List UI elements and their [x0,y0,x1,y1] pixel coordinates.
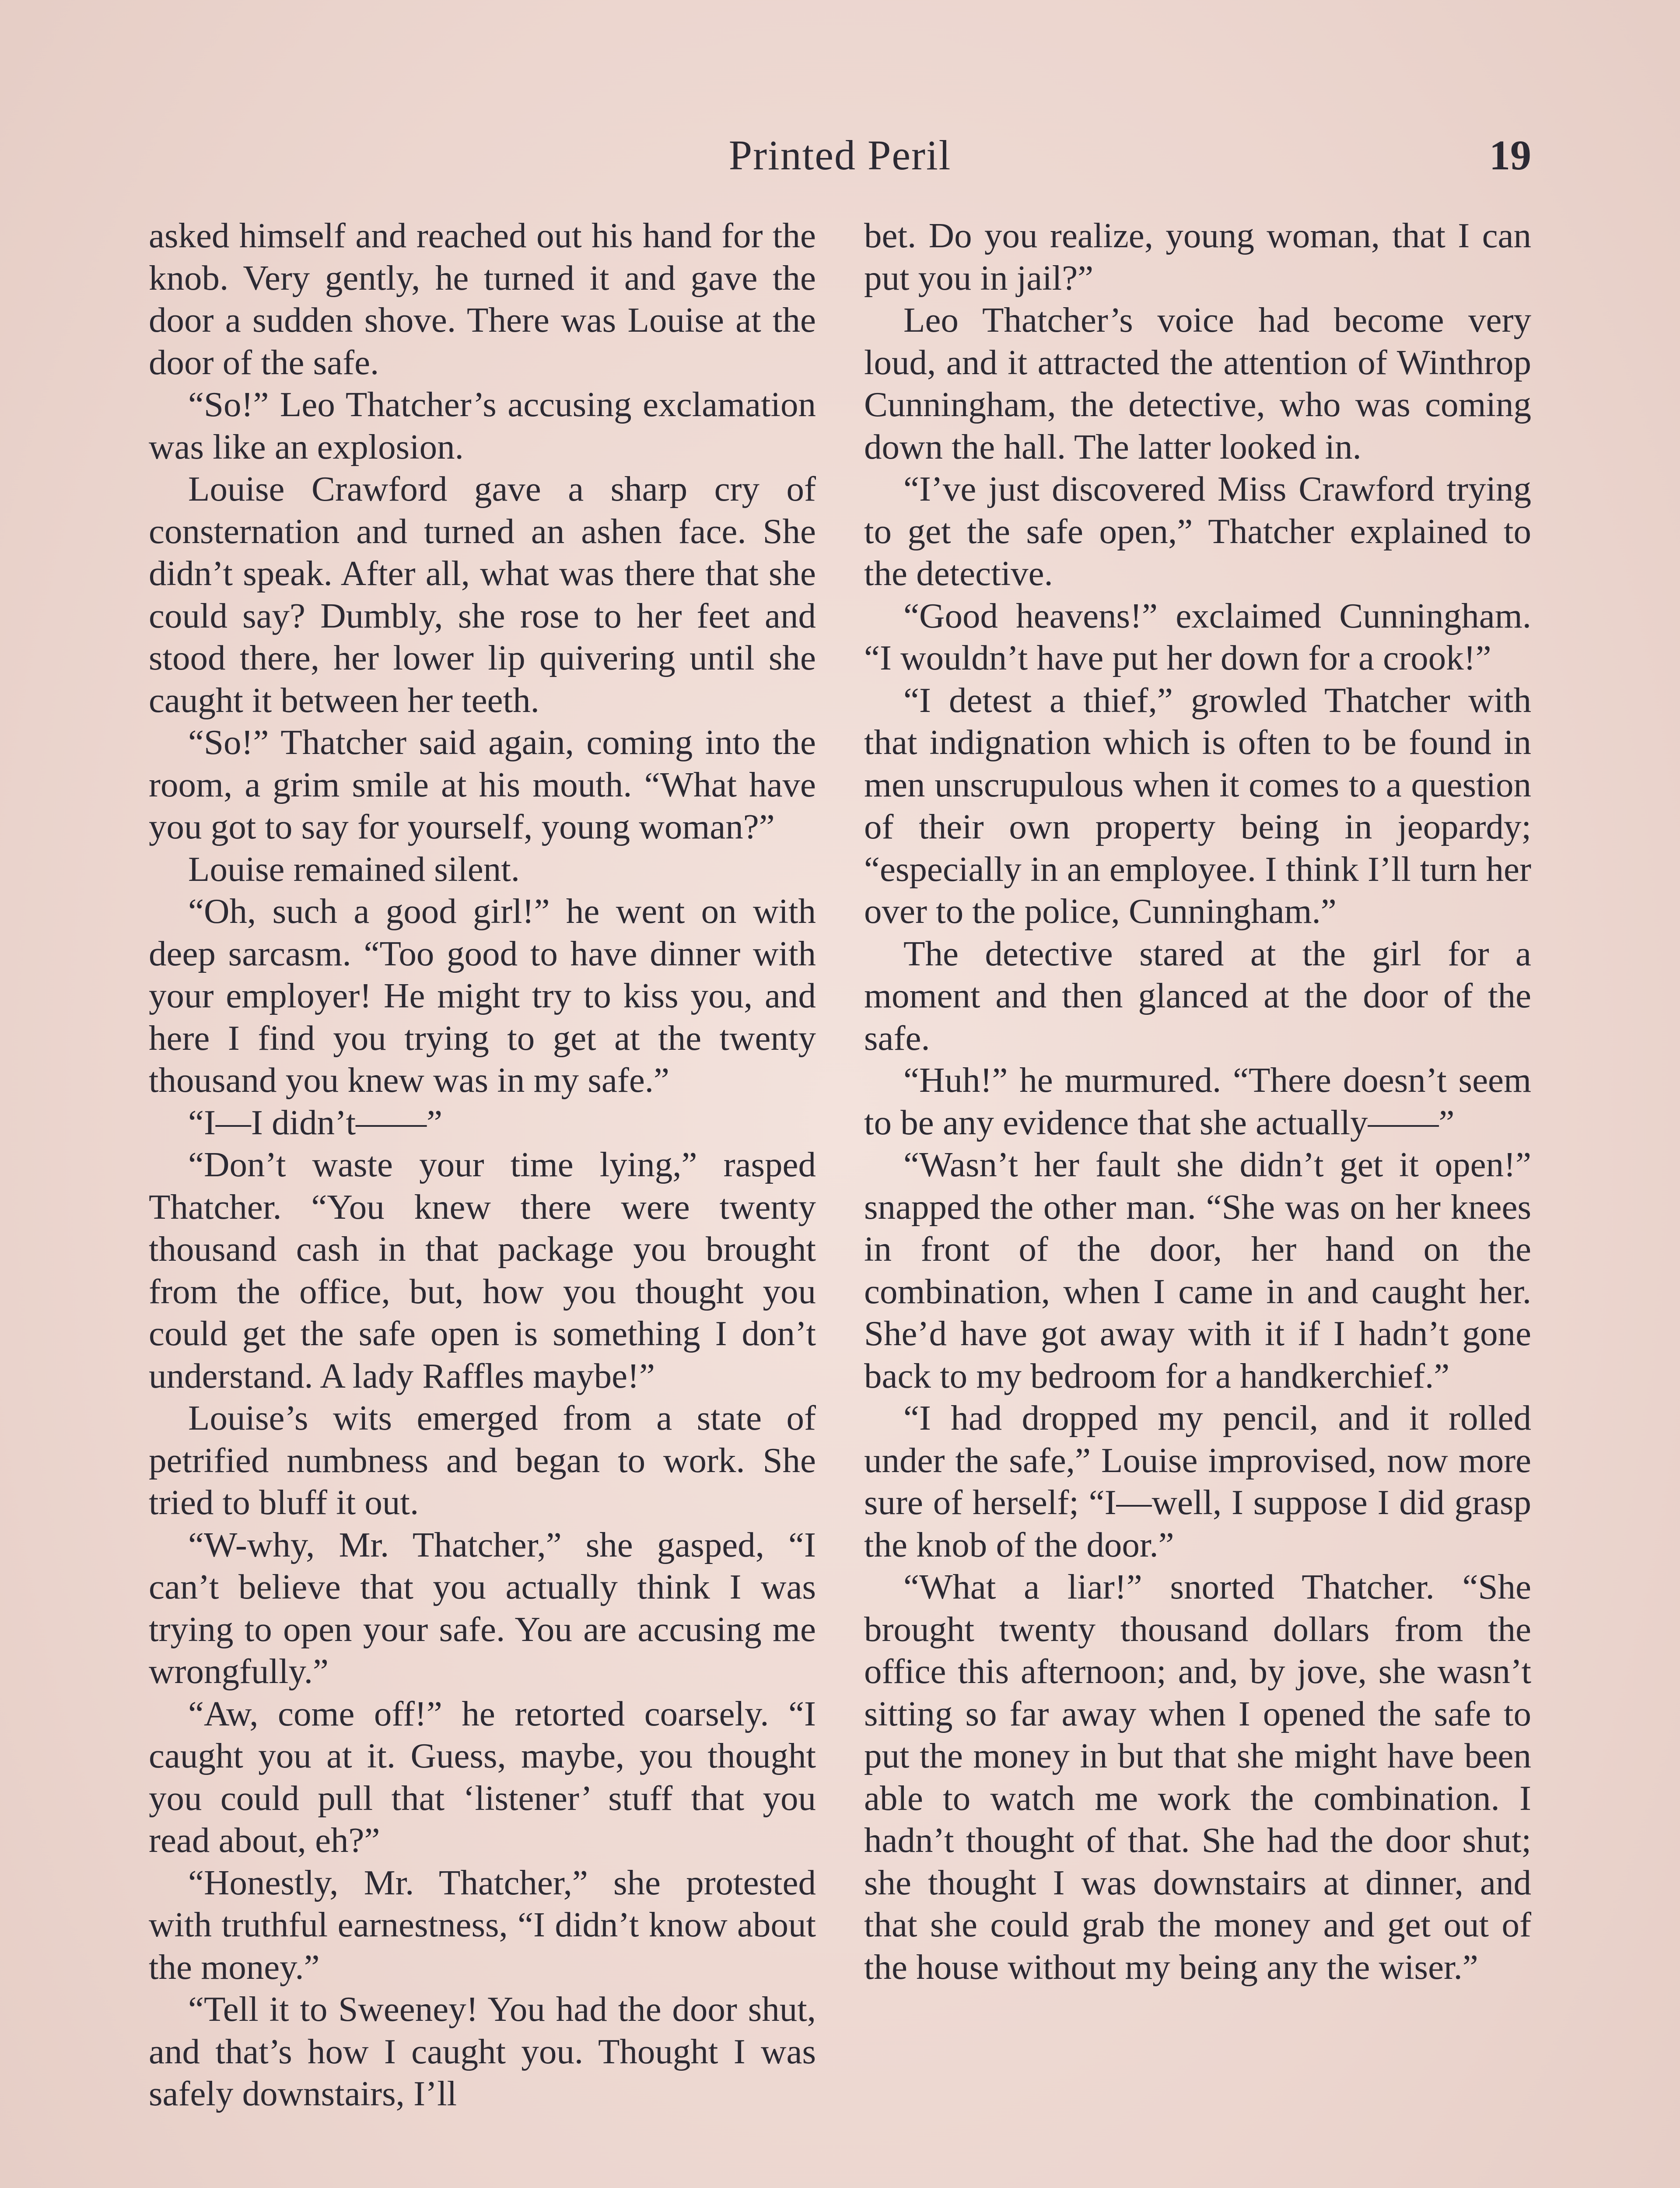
paragraph: The detective stared at the girl for a moment and then glanced at the door of the safe. [864,933,1531,1058]
paragraph: Louise Crawford gave a sharp cry of consternation and turned an ashen face. She didn’t speak. After all, what was there that she could say? Dumbly, she rose to her feet and stood there, her lower lip quivering until she caught it between her teeth. [149,469,816,720]
paragraph: “What a liar!” snorted Thatcher. “She brought twenty thousand dollars from the office this afternoon; and, by jove, she wasn’t sitting so far away when I opened the safe to put the money in but that she might have been able to watch me work the combination. I hadn’t thought of that. She had the door shut; she thought I was downstairs at dinner, and that she could grab the money and get out of the house without my being any the wiser.” [864,1567,1531,1987]
paragraph: “Tell it to Sweeney! You had the door shut, and that’s how I caught you. Thought I was safely downstairs, I’ll [149,1989,816,2113]
paragraph: “Huh!” he murmured. “There doesn’t seem to be any evidence that she actually——” [864,1060,1531,1142]
paragraph: “W-why, Mr. Thatcher,” she gasped, “I can’t believe that you actually think I was trying to open your safe. You are accusing me wrongfully.” [149,1525,816,1691]
paragraph: Leo Thatcher’s voice had become very loud, and it attracted the attention of Winthrop Cunningham, the detective, who was coming down the hall. The latter looked in. [864,300,1531,466]
paragraph: Louise’s wits emerged from a state of petrified numbness and began to work. She tried to bluff it out. [149,1398,816,1522]
paragraph: “I’ve just discovered Miss Crawford trying to get the safe open,” Thatcher explained to the detective. [864,469,1531,593]
page-number: 19 [1489,132,1531,179]
paragraph: “Oh, such a good girl!” he went on with deep sarcasm. “Too good to have dinner with your employer! He might try to kiss you, and here I find you trying to get at the twenty thousand you knew was in my safe.” [149,891,816,1100]
paragraph: “I—I didn’t——” [188,1102,443,1142]
paragraph: “I had dropped my pencil, and it rolled under the safe,” Louise improvised, now more sure of herself; “I—well, I suppose I did grasp the knob of the door.” [864,1398,1531,1564]
paragraph: Louise remained silent. [188,849,520,889]
paragraph: “Good heavens!” exclaimed Cunningham. “I wouldn’t have put her down for a crook!” [864,596,1531,677]
running-title: Printed Peril [728,132,952,179]
paragraph: “So!” Leo Thatcher’s accusing exclamation was like an explosion. [149,385,816,466]
paragraph: “Wasn’t her fault she didn’t get it open!” snapped the other man. “She was on her knees in front of the door, her hand on the combination, when I came in and caught her. She’d have got away with it if I hadn’t gone back to my bedroom for a handkerchief.” [864,1145,1531,1396]
paragraph: “Honestly, Mr. Thatcher,” she protested with truthful earnestness, “I didn’t know about the money.” [149,1862,816,1987]
paragraph: “I detest a thief,” growled Thatcher with that indignation which is often to be found in men unscrupulous when it comes to a question of their own property being in jeopardy; “especially in an employee. I think I’ll turn her over to the police, Cunningham.” [864,680,1531,931]
right-column [864,214,1531,1988]
paragraph: “Aw, come off!” he retorted coarsely. “I caught you at it. Guess, maybe, you thought you could pull that ‘listener’ stuff that you read about, eh?” [149,1694,816,1860]
page-header [149,127,1531,193]
paragraph: bet. Do you realize, young woman, that I can put you in jail?” [864,216,1531,298]
paragraph: asked himself and reached out his hand for the knob. Very gently, he turned it and gave the door a sudden shove. There was Louise at the door of the safe. [149,216,816,382]
paragraph: “So!” Thatcher said again, coming into the room, a grim smile at his mouth. “What have you got to say for yourself, young woman?” [149,722,816,846]
paragraph: “Don’t waste your time lying,” rasped Thatcher. “You knew there were twenty thousand cash in that package you brought from the office, but, how you thought you could get the safe open is something I don’t understand. A lady Raffles maybe!” [149,1145,816,1396]
left-column [149,214,816,2115]
